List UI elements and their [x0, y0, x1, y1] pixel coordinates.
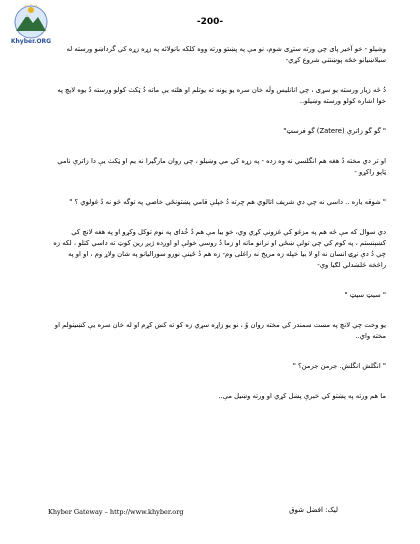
footer-website: Khyber Gateway – http://www.khyber.org: [48, 508, 184, 516]
paragraph: دُ څه زيار ورسته يو سړى ، چي انانليس ولَه خان سره يو يونه ته يوتلم او هلته يې ماته دُ ټکٺ کولو ورسته دُ يوه لاپچ په خوا اشاره کولو ورسته وښيلو..: [57, 86, 386, 105]
article-body: [50, 44, 386, 414]
page-number: -200-: [196, 17, 224, 27]
paragraph: او تر دي مخته دُ هغه هم انگلسي نه وه زده - په زړه کي مي وښيلو ، چي روان مارگيرا نه يم او ټکٺ يې دا زاترې نامي ټاپو راکړو -: [57, 157, 386, 176]
paragraph: وشيلو - خو آخير پاى چي ورته ستړى شوم، نو مې په پښتو ورته ووه کلکه بانولائه په زړه زړه کي گرداښو ورسته له سيلاښيانو خځه پوښتني شروع کړي-: [66, 45, 386, 64]
quote-line: " گو گو زاترې (Zatere) گو فرسټ": [283, 127, 386, 135]
khyber-logo: [6, 4, 56, 54]
logo-caption: Khyber.ORG: [10, 38, 52, 45]
quote-line: " انگلش انگلش. جرمن جرمن؟ ": [292, 362, 386, 370]
quote-line: " سيټ سيټ ": [344, 291, 386, 299]
paragraph: يو وخت چي لانچ په مست سمندر کي مخته روان وُ ، نو يو زاړه سړي زه کو ته کښ کړم او له خان سره يې کښينولم او مخته واي..: [54, 321, 386, 340]
footer-author: ليک: افضل شوق: [289, 506, 338, 514]
paragraph: " شوقه ياره .. داسي نه چي دي شريف اتالوي هم چرته دُ خپلې قامي پښتونځي خاصي په توگه څو نه دُ غولوي ؟ ": [69, 198, 386, 206]
paragraph: ما هم ورته په پښتو کي خبرې پښل کړي او ورته وښيل مې..: [218, 392, 386, 400]
paragraph: دي سوال که مې څه هم په مزغو کي غزونې کړي وي، خو بيا مې هم دُ خُداى په نوم توکل وکړو او په هغه لانچ کي کښېنستم ، په کوم کي چي تولې ښځي او نرانو ماته او زما دُ روسي خولې او اوږده ژيږ رين کوټ ته داسي کتلو ، لکه زه چي دُ دې نړۍ انسان نه او لا بيا خپله زه مريخ نه راغلى وم- زه هم دُ ځينې نورو سوراليانو په شان ولاړ وم ، او او په راڅخه څلښدلي لګيا وې-: [53, 228, 386, 269]
